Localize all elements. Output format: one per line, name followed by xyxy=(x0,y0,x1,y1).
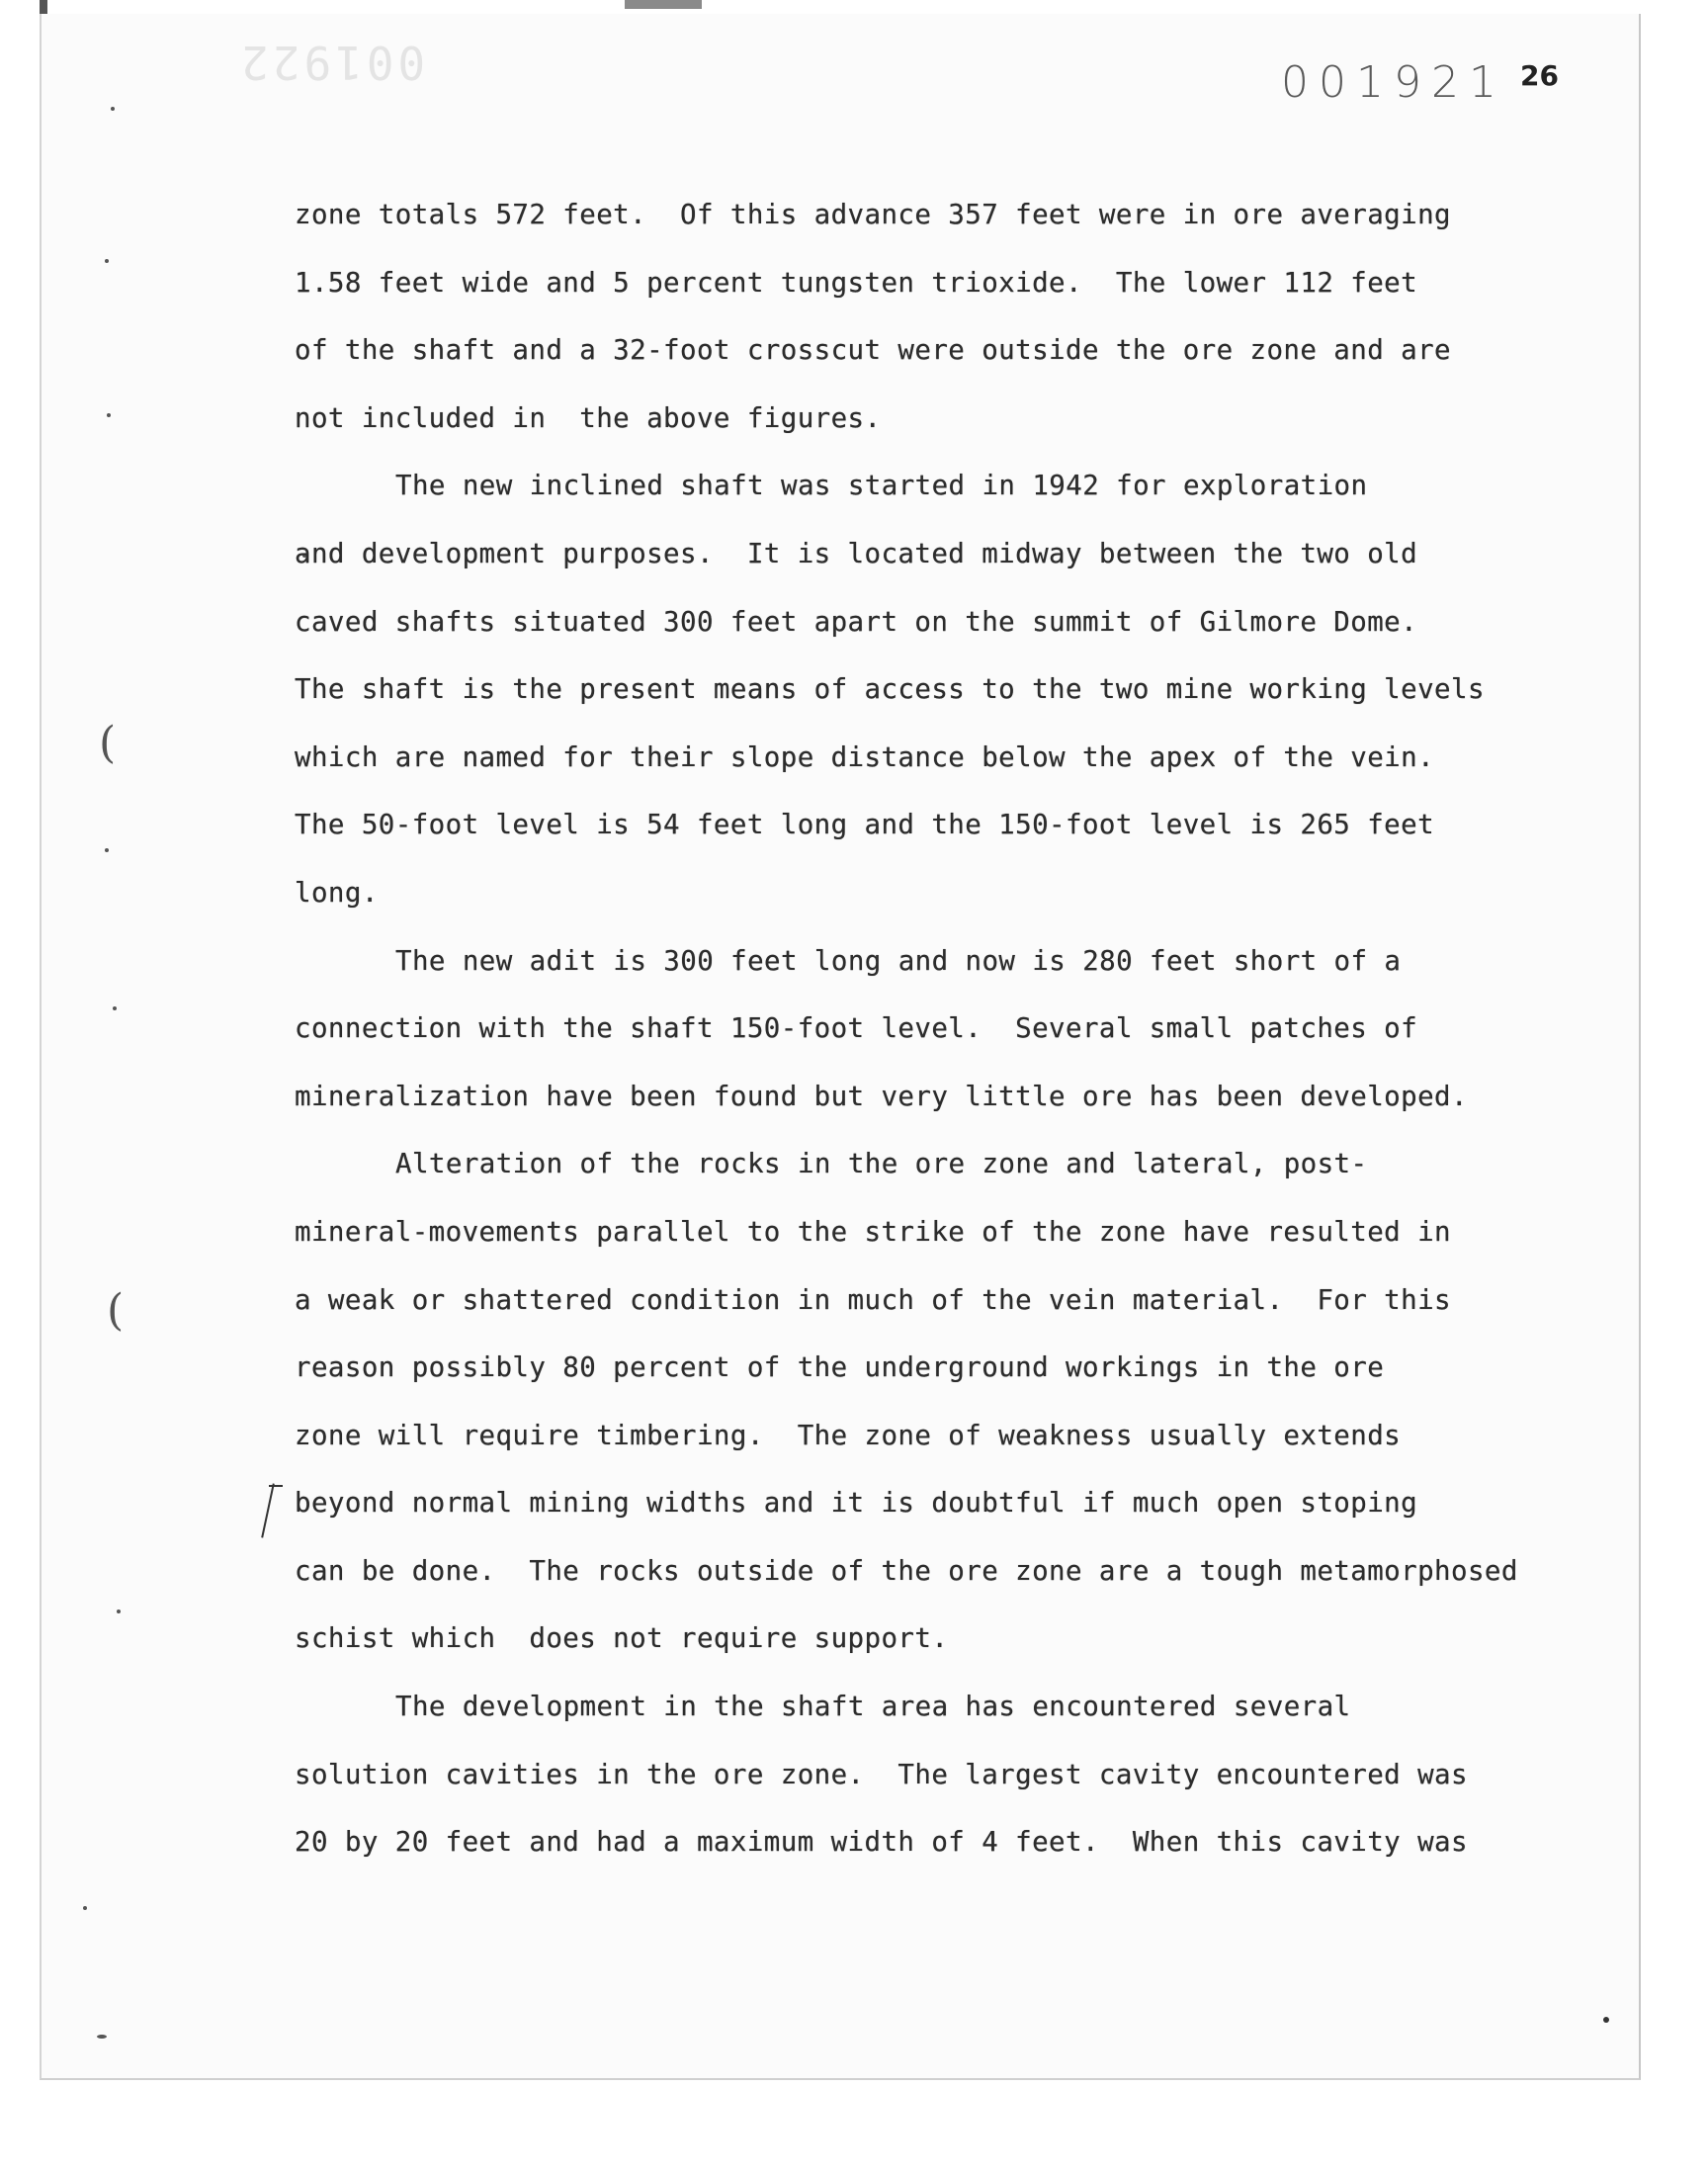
margin-dot xyxy=(105,848,109,852)
top-binder-tab xyxy=(625,0,702,9)
text-line: can be done. The rocks outside of the ore zone are a tough metamorphosed xyxy=(295,1554,1518,1587)
text-line: 1.58 feet wide and 5 percent tungsten trioxide. The lower 112 feet xyxy=(295,266,1418,299)
text-line: and development purposes. It is located midway between the two old xyxy=(295,537,1418,569)
text-line: zone will require timbering. The zone of weakness usually extends xyxy=(295,1419,1402,1451)
margin-dot xyxy=(113,1006,117,1010)
text-line: The shaft is the present means of access to the two mine working levels xyxy=(295,673,1485,706)
text-line: a weak or shattered condition in much of the vein material. For this xyxy=(295,1283,1451,1316)
text-line: mineral-movements parallel to the strike of the zone have resulted in xyxy=(295,1215,1451,1248)
margin-smudge xyxy=(97,2035,107,2039)
page-number: 26 xyxy=(1520,59,1559,92)
document-stamp-number: 001921 xyxy=(1281,57,1506,108)
text-line: solution cavities in the ore zone. The largest cavity encountered was xyxy=(295,1758,1468,1790)
margin-parenthesis: ( xyxy=(107,1285,125,1336)
text-line: of the shaft and a 32-foot crosscut were outside the ore zone and are xyxy=(295,334,1451,367)
text-line: which are named for their slope distance below the apex of the vein. xyxy=(295,740,1435,773)
text-line: long. xyxy=(295,876,379,909)
text-line: The new inclined shaft was started in 1942 for exploration xyxy=(395,470,1368,502)
text-line: Alteration of the rocks in the ore zone and lateral, post- xyxy=(395,1148,1368,1180)
text-line: connection with the shaft 150-foot level. Several small patches of xyxy=(295,1012,1418,1045)
text-line: schist which does not require support. xyxy=(295,1622,949,1655)
text-line: mineralization have been found but very little ore has been developed. xyxy=(295,1080,1468,1112)
margin-dot xyxy=(105,259,109,263)
margin-parenthesis: ( xyxy=(99,718,117,768)
text-line: beyond normal mining widths and it is doubtful if much open stoping xyxy=(295,1487,1418,1520)
typewritten-body xyxy=(295,193,1540,1888)
margin-dot xyxy=(117,1610,121,1613)
text-line: The development in the shaft area has encountered several xyxy=(395,1691,1351,1723)
text-line: 20 by 20 feet and had a maximum width of 4 feet. When this cavity was xyxy=(295,1826,1468,1859)
margin-dot xyxy=(107,413,111,417)
text-line: zone totals 572 feet. Of this advance 357 feet were in ore averaging xyxy=(295,199,1451,230)
text-line: The new adit is 300 feet long and now is 280 feet short of a xyxy=(395,944,1402,977)
margin-dot xyxy=(83,1906,87,1910)
faded-reverse-stamp: 001922 xyxy=(237,36,426,89)
margin-dot xyxy=(1603,2017,1609,2023)
margin-dot xyxy=(111,107,115,111)
text-line: The 50-foot level is 54 feet long and the 150-foot level is 265 feet xyxy=(295,809,1435,841)
text-line: caved shafts situated 300 feet apart on the summit of Gilmore Dome. xyxy=(295,605,1418,638)
pencil-margin-tick xyxy=(269,1485,283,1487)
text-line: not included in the above figures. xyxy=(295,401,882,434)
text-line: reason possibly 80 percent of the underground workings in the ore xyxy=(295,1351,1385,1384)
